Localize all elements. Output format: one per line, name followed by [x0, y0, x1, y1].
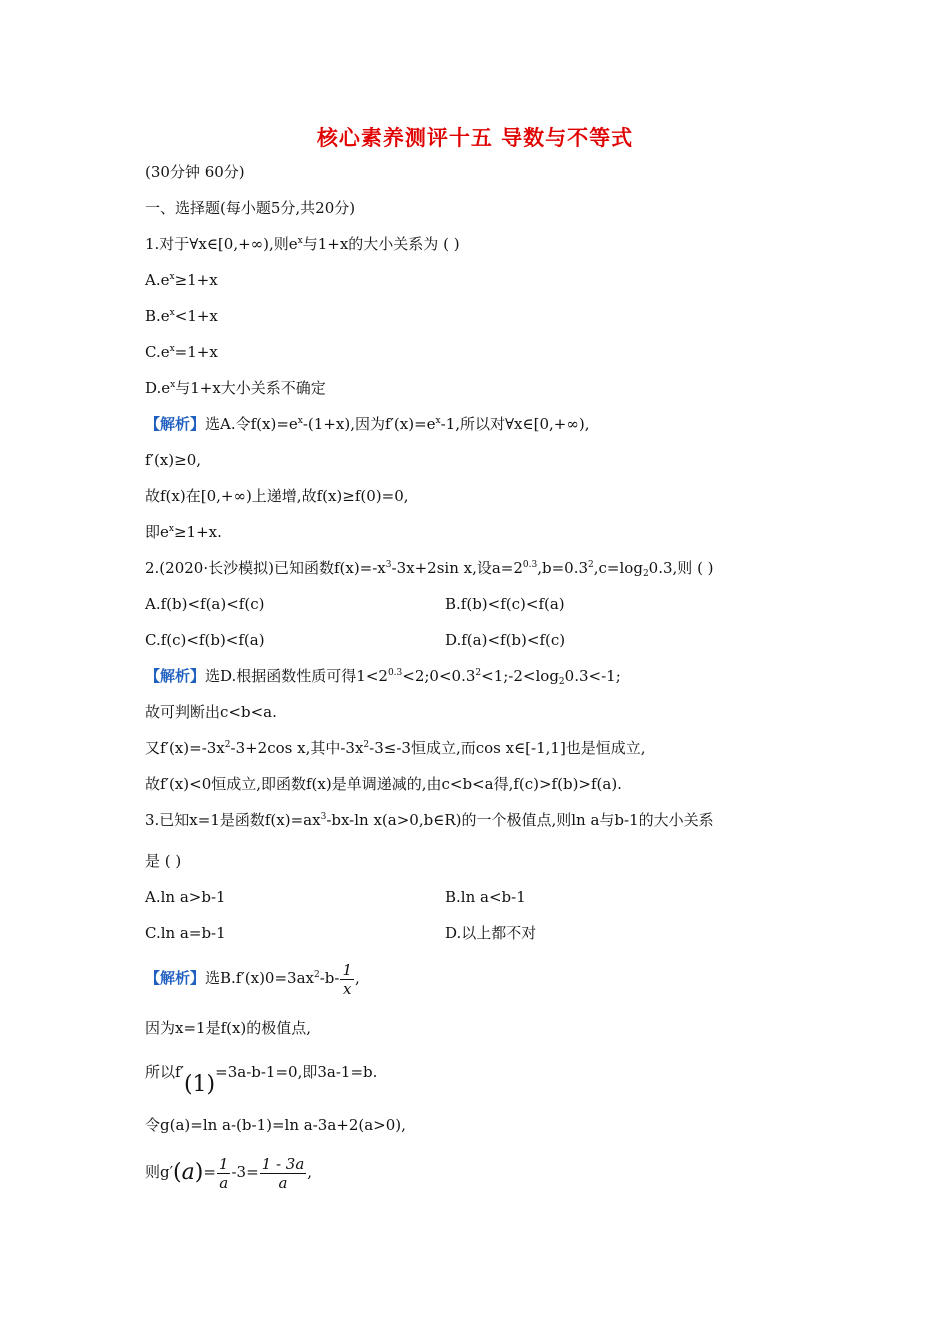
q1-option-b: $B.e^x<1+x$ [145, 307, 218, 325]
q2-solution-line-4: 故f′(x)<0恒成立,即函数f(x)是单调递减的,由c<b<a得,f(c)>f(b)>f(a). [145, 775, 622, 793]
q2-option-c: C.f(c)<f(b)<f(a) [145, 631, 265, 649]
page-title: 核心素养测评十五 导数与不等式 [316, 125, 634, 150]
q3-solution-line-5: 则g′(a)= $\frac{1}{a}$ -3= $\frac{1 - 3a}{a}$ , [145, 1154, 313, 1192]
fraction-1-minus-3a-over-a: $\frac{1 - 3a}{a}$ [261, 1154, 305, 1192]
q3-solution-line-4: 令g(a)=ln a-(b-1)=ln a-3a+2(a>0), [145, 1116, 406, 1134]
q3-option-b: B.ln a<b-1 [445, 888, 526, 906]
q1-solution-line-3: 故f(x)在[0,+∞)上递增,故f(x)≥f(0)=0, [145, 487, 409, 505]
fraction-1-over-a: $\frac{1}{a}$ [218, 1154, 229, 1192]
q3-stem: 3.已知x=1是函数$f(x)=ax^3-bx-\ln$ x(a>0,b∈R)的一个极值点,则ln a与b-1的大小关系 [145, 811, 714, 829]
solution-tag: 【解析】 [145, 415, 206, 433]
q3-stem-line-2: 是 ( ) [145, 852, 182, 870]
q1-solution-line-2: f′(x)≥0, [145, 451, 202, 469]
q3-option-a: A.ln a>b-1 [145, 888, 226, 906]
q1-stem: 1.对于∀x∈[0,+∞),则$e^x$与1+x的大小关系为 ( ) [145, 235, 460, 253]
q3-option-c: C.ln a=b-1 [145, 924, 226, 942]
q1-solution-line-4: 即$e^x\ge 1+x$. [145, 523, 222, 541]
q2-option-b: B.f(b)<f(c)<f(a) [445, 595, 565, 613]
q2-stem: 2.(2020·长沙模拟)已知函数$f(x)=-x^3-3x+2\sin$ x,设$a=2^{0.3},b=0.3^2,c=\log_20.3$,则 ( ) [145, 559, 714, 579]
section-heading: 一、选择题(每小题5分,共20分) [145, 199, 356, 217]
q2-solution-line-1: 【解析】选D.根据函数性质可得$1<2^{0.3}<2;0<0.3^2<1;-2<\log_20.3<-1$; [145, 667, 621, 687]
solution-tag: 【解析】 [145, 969, 206, 987]
q1-solution-line-1: 【解析】选A.令$f(x)=e^x-(1+x)$,因为$f'(x)=e^x-1$,所以对∀x∈[0,+∞), [145, 415, 590, 433]
q2-option-a: A.f(b)<f(a)<f(c) [145, 595, 265, 613]
q1-option-d: $D.e^x$与1+x大小关系不确定 [145, 379, 326, 397]
fraction-1-over-x: $\frac{1}{x}$ [342, 960, 353, 998]
q1-option-a: $A.e^x\ge 1+x$ [145, 271, 218, 289]
q2-solution-line-3: 又$f'(x)=-3x^2-3+2\cos$ x,其中$-3x^2-3\le-3$恒成立,而cos x∈[-1,1]也是恒成立, [145, 739, 646, 757]
solution-tag: 【解析】 [145, 667, 206, 685]
q3-solution-line-2: 因为x=1是f(x)的极值点, [145, 1019, 312, 1037]
exam-meta: (30分钟 60分) [145, 163, 245, 181]
q2-option-d: D.f(a)<f(b)<f(c) [445, 631, 566, 649]
q3-solution-line-1: 【解析】选$B.f'(x)0=3ax^2-b-$ $\frac{1}{x}$ , [145, 960, 360, 998]
q3-solution-line-3: 所以f′(1)=3a-b-1=0,即3a-1=b. [145, 1063, 378, 1097]
q3-option-d: D.以上都不对 [445, 924, 537, 942]
q1-option-c: $C.e^x=1+x$ [145, 343, 218, 361]
q2-solution-line-2: 故可判断出c<b<a. [145, 703, 277, 721]
